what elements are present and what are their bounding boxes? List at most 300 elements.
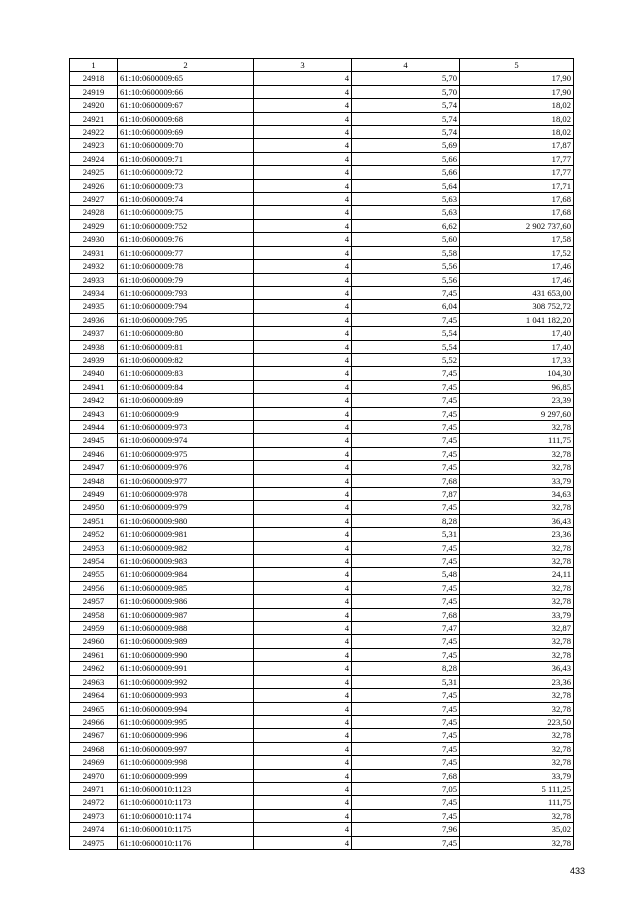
table-row [70, 152, 574, 165]
table-cell-col-1: 24973 [70, 809, 118, 822]
table-row [70, 461, 574, 474]
table-cell-col-1: 24964 [70, 689, 118, 702]
table-cell-col-3: 4 [254, 836, 352, 849]
table-cell-col-3: 4 [254, 461, 352, 474]
table-cell-col-4: 5,31 [352, 675, 460, 688]
table-row [70, 742, 574, 755]
table-cell-col-1: 24931 [70, 246, 118, 259]
table-cell-col-5: 32,78 [460, 581, 574, 594]
table-row [70, 206, 574, 219]
table-cell-col-5: 17,77 [460, 152, 574, 165]
table-cell-col-3: 4 [254, 622, 352, 635]
table-row [70, 702, 574, 715]
table-cell-col-5: 32,78 [460, 461, 574, 474]
table-cell-col-1: 24950 [70, 501, 118, 514]
table-cell-col-5: 17,46 [460, 273, 574, 286]
table-cell-col-2: 61:10:0600009:793 [118, 286, 254, 299]
table-row [70, 99, 574, 112]
table-cell-col-4: 7,45 [352, 809, 460, 822]
table-row [70, 112, 574, 125]
table-row [70, 635, 574, 648]
table-cell-col-3: 4 [254, 380, 352, 393]
table-cell-col-4: 5,54 [352, 340, 460, 353]
table-cell-col-4: 5,56 [352, 273, 460, 286]
table-cell-col-5: 33,79 [460, 474, 574, 487]
table-cell-col-2: 61:10:0600009:980 [118, 514, 254, 527]
table-cell-col-3: 4 [254, 514, 352, 527]
table-cell-col-4: 6,62 [352, 219, 460, 232]
table-cell-col-5: 23,39 [460, 394, 574, 407]
table-cell-col-1: 24926 [70, 179, 118, 192]
table-cell-col-4: 7,87 [352, 488, 460, 501]
table-cell-col-5: 17,77 [460, 166, 574, 179]
table-cell-col-5: 32,78 [460, 501, 574, 514]
table-cell-col-1: 24969 [70, 756, 118, 769]
column-header-3: 3 [254, 59, 352, 72]
table-cell-col-5: 104,30 [460, 367, 574, 380]
page-number: 433 [569, 866, 585, 876]
table-cell-col-4: 7,45 [352, 715, 460, 728]
table-cell-col-4: 5,66 [352, 166, 460, 179]
table-cell-col-4: 7,45 [352, 447, 460, 460]
table-cell-col-2: 61:10:0600009:998 [118, 756, 254, 769]
table-cell-col-3: 4 [254, 206, 352, 219]
table-cell-col-1: 24928 [70, 206, 118, 219]
table-cell-col-1: 24975 [70, 836, 118, 849]
table-cell-col-4: 7,45 [352, 756, 460, 769]
table-cell-col-3: 4 [254, 742, 352, 755]
table-row [70, 782, 574, 795]
table-row [70, 514, 574, 527]
header-row [70, 59, 574, 72]
table-cell-col-3: 4 [254, 407, 352, 420]
table-row [70, 756, 574, 769]
table-cell-col-4: 7,05 [352, 782, 460, 795]
table-cell-col-2: 61:10:0600009:984 [118, 568, 254, 581]
table-cell-col-3: 4 [254, 353, 352, 366]
table-cell-col-4: 7,68 [352, 474, 460, 487]
table-cell-col-2: 61:10:0600009:81 [118, 340, 254, 353]
table-cell-col-2: 61:10:0600009:973 [118, 420, 254, 433]
table-cell-col-4: 7,45 [352, 541, 460, 554]
table-cell-col-3: 4 [254, 648, 352, 661]
table-row [70, 273, 574, 286]
table-cell-col-3: 4 [254, 796, 352, 809]
table-cell-col-4: 7,45 [352, 595, 460, 608]
table-row [70, 407, 574, 420]
table-cell-col-1: 24929 [70, 219, 118, 232]
table-cell-col-4: 5,69 [352, 139, 460, 152]
table-cell-col-4: 7,45 [352, 836, 460, 849]
table-cell-col-5: 18,02 [460, 126, 574, 139]
table-cell-col-3: 4 [254, 823, 352, 836]
table-cell-col-2: 61:10:0600009:981 [118, 528, 254, 541]
table-cell-col-3: 4 [254, 501, 352, 514]
table-cell-col-5: 17,46 [460, 260, 574, 273]
table-row [70, 447, 574, 460]
table-row [70, 715, 574, 728]
table-cell-col-2: 61:10:0600009:993 [118, 689, 254, 702]
table-cell-col-3: 4 [254, 152, 352, 165]
table-row [70, 420, 574, 433]
table-cell-col-2: 61:10:0600009:974 [118, 434, 254, 447]
table-cell-col-5: 32,78 [460, 648, 574, 661]
table-cell-col-4: 7,68 [352, 769, 460, 782]
table-cell-col-3: 4 [254, 166, 352, 179]
table-cell-col-5: 17,90 [460, 72, 574, 85]
table-cell-col-5: 32,78 [460, 702, 574, 715]
table-cell-col-1: 24925 [70, 166, 118, 179]
table-cell-col-1: 24946 [70, 447, 118, 460]
table-cell-col-2: 61:10:0600009:997 [118, 742, 254, 755]
table-cell-col-5: 111,75 [460, 796, 574, 809]
table-cell-col-4: 5,56 [352, 260, 460, 273]
table-cell-col-2: 61:10:0600009:991 [118, 662, 254, 675]
table-cell-col-1: 24974 [70, 823, 118, 836]
table-row [70, 139, 574, 152]
table-row [70, 648, 574, 661]
table-cell-col-4: 7,45 [352, 648, 460, 661]
table-cell-col-3: 4 [254, 568, 352, 581]
table-cell-col-1: 24922 [70, 126, 118, 139]
table-cell-col-1: 24945 [70, 434, 118, 447]
table-cell-col-4: 5,63 [352, 206, 460, 219]
table-cell-col-4: 8,28 [352, 514, 460, 527]
table-cell-col-1: 24924 [70, 152, 118, 165]
table-row [70, 72, 574, 85]
table-cell-col-1: 24957 [70, 595, 118, 608]
table-cell-col-1: 24940 [70, 367, 118, 380]
table-cell-col-5: 24,11 [460, 568, 574, 581]
table-cell-col-5: 18,02 [460, 99, 574, 112]
table-cell-col-2: 61:10:0600009:992 [118, 675, 254, 688]
table-row [70, 166, 574, 179]
table-row [70, 809, 574, 822]
table-cell-col-2: 61:10:0600009:975 [118, 447, 254, 460]
table-row [70, 474, 574, 487]
table-cell-col-3: 4 [254, 555, 352, 568]
table-cell-col-4: 5,58 [352, 246, 460, 259]
table-row [70, 367, 574, 380]
table-cell-col-5: 308 752,72 [460, 300, 574, 313]
table-cell-col-1: 24948 [70, 474, 118, 487]
table-cell-col-5: 32,78 [460, 555, 574, 568]
table-cell-col-3: 4 [254, 300, 352, 313]
table-cell-col-2: 61:10:0600009:78 [118, 260, 254, 273]
table-cell-col-3: 4 [254, 769, 352, 782]
column-header-2: 2 [118, 59, 254, 72]
table-cell-col-2: 61:10:0600009:72 [118, 166, 254, 179]
table-cell-col-3: 4 [254, 595, 352, 608]
table-cell-col-4: 7,45 [352, 313, 460, 326]
table-cell-col-5: 17,68 [460, 193, 574, 206]
table-cell-col-3: 4 [254, 488, 352, 501]
table-row [70, 622, 574, 635]
table-row [70, 568, 574, 581]
table-cell-col-5: 17,58 [460, 233, 574, 246]
table-cell-col-3: 4 [254, 233, 352, 246]
table-cell-col-3: 4 [254, 434, 352, 447]
table-cell-col-2: 61:10:0600009:985 [118, 581, 254, 594]
table-cell-col-1: 24956 [70, 581, 118, 594]
table-cell-col-3: 4 [254, 112, 352, 125]
table-cell-col-1: 24967 [70, 729, 118, 742]
table-cell-col-2: 61:10:0600009:995 [118, 715, 254, 728]
table-cell-col-5: 32,78 [460, 742, 574, 755]
table-cell-col-5: 32,78 [460, 447, 574, 460]
table-cell-col-2: 61:10:0600009:89 [118, 394, 254, 407]
table-row [70, 729, 574, 742]
table-cell-col-5: 32,78 [460, 595, 574, 608]
table-cell-col-2: 61:10:0600009:979 [118, 501, 254, 514]
table-cell-col-3: 4 [254, 420, 352, 433]
table-cell-col-1: 24919 [70, 85, 118, 98]
table-cell-col-2: 61:10:0600009:794 [118, 300, 254, 313]
table-cell-col-3: 4 [254, 447, 352, 460]
table-row [70, 608, 574, 621]
table-cell-col-5: 111,75 [460, 434, 574, 447]
table-cell-col-5: 18,02 [460, 112, 574, 125]
table-cell-col-4: 7,45 [352, 420, 460, 433]
table-cell-col-4: 5,74 [352, 126, 460, 139]
table-cell-col-1: 24939 [70, 353, 118, 366]
table-cell-col-4: 7,45 [352, 702, 460, 715]
table-cell-col-4: 7,45 [352, 742, 460, 755]
table-row [70, 327, 574, 340]
table-cell-col-1: 24949 [70, 488, 118, 501]
table-row [70, 662, 574, 675]
table-cell-col-3: 4 [254, 179, 352, 192]
table-cell-col-5: 34,63 [460, 488, 574, 501]
table-cell-col-1: 24933 [70, 273, 118, 286]
table-cell-col-3: 4 [254, 809, 352, 822]
table-cell-col-2: 61:10:0600010:1123 [118, 782, 254, 795]
table-cell-col-2: 61:10:0600009:795 [118, 313, 254, 326]
table-row [70, 179, 574, 192]
table-cell-col-5: 17,40 [460, 327, 574, 340]
table-row [70, 233, 574, 246]
table-row [70, 246, 574, 259]
table-cell-col-2: 61:10:0600009:752 [118, 219, 254, 232]
column-header-5: 5 [460, 59, 574, 72]
table-cell-col-1: 24959 [70, 622, 118, 635]
table-cell-col-4: 7,45 [352, 461, 460, 474]
table-cell-col-5: 431 653,00 [460, 286, 574, 299]
table-cell-col-1: 24963 [70, 675, 118, 688]
table-cell-col-3: 4 [254, 327, 352, 340]
table-cell-col-4: 5,74 [352, 99, 460, 112]
table-cell-col-4: 5,74 [352, 112, 460, 125]
table-cell-col-5: 17,40 [460, 340, 574, 353]
table-cell-col-1: 24941 [70, 380, 118, 393]
table-cell-col-1: 24966 [70, 715, 118, 728]
table-cell-col-5: 17,71 [460, 179, 574, 192]
table-cell-col-1: 24972 [70, 796, 118, 809]
table-cell-col-5: 35,02 [460, 823, 574, 836]
data-table [69, 58, 574, 850]
table-cell-col-2: 61:10:0600009:82 [118, 353, 254, 366]
table-row [70, 501, 574, 514]
table-cell-col-5: 36,43 [460, 514, 574, 527]
table-cell-col-3: 4 [254, 246, 352, 259]
table-cell-col-2: 61:10:0600010:1173 [118, 796, 254, 809]
table-body [70, 72, 574, 850]
table-row [70, 300, 574, 313]
table-cell-col-1: 24947 [70, 461, 118, 474]
table-cell-col-2: 61:10:0600009:77 [118, 246, 254, 259]
table-cell-col-5: 33,79 [460, 769, 574, 782]
table-row [70, 581, 574, 594]
table-cell-col-1: 24951 [70, 514, 118, 527]
table-cell-col-5: 17,33 [460, 353, 574, 366]
table-cell-col-2: 61:10:0600009:73 [118, 179, 254, 192]
table-cell-col-4: 7,45 [352, 555, 460, 568]
table-cell-col-5: 32,78 [460, 729, 574, 742]
table-cell-col-4: 5,70 [352, 85, 460, 98]
column-header-4: 4 [352, 59, 460, 72]
table-cell-col-3: 4 [254, 662, 352, 675]
table-cell-col-2: 61:10:0600009:982 [118, 541, 254, 554]
table-cell-col-2: 61:10:0600009:978 [118, 488, 254, 501]
table-cell-col-3: 4 [254, 608, 352, 621]
table-cell-col-2: 61:10:0600009:66 [118, 85, 254, 98]
table-cell-col-2: 61:10:0600009:994 [118, 702, 254, 715]
table-row [70, 85, 574, 98]
table-cell-col-2: 61:10:0600009:983 [118, 555, 254, 568]
table-cell-col-2: 61:10:0600009:65 [118, 72, 254, 85]
table-cell-col-4: 7,45 [352, 380, 460, 393]
table-cell-col-1: 24927 [70, 193, 118, 206]
table-cell-col-5: 9 297,60 [460, 407, 574, 420]
table-cell-col-4: 5,70 [352, 72, 460, 85]
table-cell-col-4: 5,66 [352, 152, 460, 165]
table-cell-col-4: 5,60 [352, 233, 460, 246]
table-cell-col-3: 4 [254, 313, 352, 326]
table-cell-col-2: 61:10:0600010:1174 [118, 809, 254, 822]
table-cell-col-3: 4 [254, 702, 352, 715]
table-cell-col-1: 24920 [70, 99, 118, 112]
table-cell-col-5: 5 111,25 [460, 782, 574, 795]
table-cell-col-1: 24938 [70, 340, 118, 353]
table-cell-col-1: 24971 [70, 782, 118, 795]
table-row [70, 595, 574, 608]
table-cell-col-1: 24961 [70, 648, 118, 661]
table-cell-col-1: 24960 [70, 635, 118, 648]
table-cell-col-2: 61:10:0600009:84 [118, 380, 254, 393]
table-cell-col-2: 61:10:0600009:67 [118, 99, 254, 112]
table-cell-col-2: 61:10:0600009:68 [118, 112, 254, 125]
table-cell-col-2: 61:10:0600009:989 [118, 635, 254, 648]
table-cell-col-1: 24942 [70, 394, 118, 407]
table-cell-col-5: 223,50 [460, 715, 574, 728]
table-cell-col-2: 61:10:0600010:1175 [118, 823, 254, 836]
table-cell-col-3: 4 [254, 260, 352, 273]
table-cell-col-2: 61:10:0600009:79 [118, 273, 254, 286]
table-row [70, 541, 574, 554]
table-row [70, 528, 574, 541]
table-row [70, 193, 574, 206]
table-cell-col-1: 24921 [70, 112, 118, 125]
table-cell-col-4: 7,45 [352, 635, 460, 648]
table-cell-col-5: 32,78 [460, 756, 574, 769]
table-cell-col-5: 32,78 [460, 420, 574, 433]
table-cell-col-4: 7,45 [352, 286, 460, 299]
table-cell-col-5: 17,90 [460, 85, 574, 98]
table-cell-col-2: 61:10:0600009:74 [118, 193, 254, 206]
table-cell-col-5: 32,78 [460, 541, 574, 554]
table-cell-col-4: 5,64 [352, 179, 460, 192]
table-cell-col-1: 24953 [70, 541, 118, 554]
table-row [70, 836, 574, 849]
table-cell-col-4: 5,48 [352, 568, 460, 581]
table-cell-col-2: 61:10:0600010:1176 [118, 836, 254, 849]
table-cell-col-4: 5,54 [352, 327, 460, 340]
table-cell-col-1: 24952 [70, 528, 118, 541]
table-cell-col-4: 5,63 [352, 193, 460, 206]
table-cell-col-4: 7,45 [352, 434, 460, 447]
table-cell-col-2: 61:10:0600009:9 [118, 407, 254, 420]
table-cell-col-3: 4 [254, 689, 352, 702]
table-cell-col-5: 17,52 [460, 246, 574, 259]
table-cell-col-5: 32,78 [460, 635, 574, 648]
table-row [70, 488, 574, 501]
table-cell-col-3: 4 [254, 367, 352, 380]
table-cell-col-5: 1 041 182,20 [460, 313, 574, 326]
table-row [70, 380, 574, 393]
table-row [70, 394, 574, 407]
table-cell-col-4: 7,45 [352, 689, 460, 702]
table-cell-col-4: 7,47 [352, 622, 460, 635]
table-cell-col-5: 36,43 [460, 662, 574, 675]
table-cell-col-2: 61:10:0600009:70 [118, 139, 254, 152]
table-cell-col-2: 61:10:0600009:76 [118, 233, 254, 246]
table-cell-col-1: 24943 [70, 407, 118, 420]
table-row [70, 823, 574, 836]
table-cell-col-2: 61:10:0600009:999 [118, 769, 254, 782]
table-cell-col-4: 7,45 [352, 394, 460, 407]
table-cell-col-2: 61:10:0600009:976 [118, 461, 254, 474]
table-cell-col-1: 24944 [70, 420, 118, 433]
table-cell-col-5: 32,78 [460, 689, 574, 702]
table-cell-col-2: 61:10:0600009:69 [118, 126, 254, 139]
table-cell-col-2: 61:10:0600009:83 [118, 367, 254, 380]
table-cell-col-4: 6,04 [352, 300, 460, 313]
table-cell-col-1: 24958 [70, 608, 118, 621]
table-cell-col-1: 24934 [70, 286, 118, 299]
table-cell-col-3: 4 [254, 286, 352, 299]
table-cell-col-2: 61:10:0600009:977 [118, 474, 254, 487]
table-cell-col-1: 24918 [70, 72, 118, 85]
table-row [70, 434, 574, 447]
table-cell-col-1: 24955 [70, 568, 118, 581]
table-cell-col-4: 7,45 [352, 581, 460, 594]
table-cell-col-3: 4 [254, 541, 352, 554]
table-row [70, 286, 574, 299]
table-cell-col-3: 4 [254, 219, 352, 232]
table-cell-col-5: 32,78 [460, 809, 574, 822]
table-cell-col-3: 4 [254, 273, 352, 286]
table-cell-col-3: 4 [254, 782, 352, 795]
table-row [70, 796, 574, 809]
table-cell-col-4: 7,45 [352, 367, 460, 380]
table-cell-col-1: 24923 [70, 139, 118, 152]
table-cell-col-4: 7,96 [352, 823, 460, 836]
table-cell-col-3: 4 [254, 394, 352, 407]
table-row [70, 769, 574, 782]
table-cell-col-4: 7,45 [352, 729, 460, 742]
table-cell-col-1: 24937 [70, 327, 118, 340]
table-cell-col-1: 24970 [70, 769, 118, 782]
